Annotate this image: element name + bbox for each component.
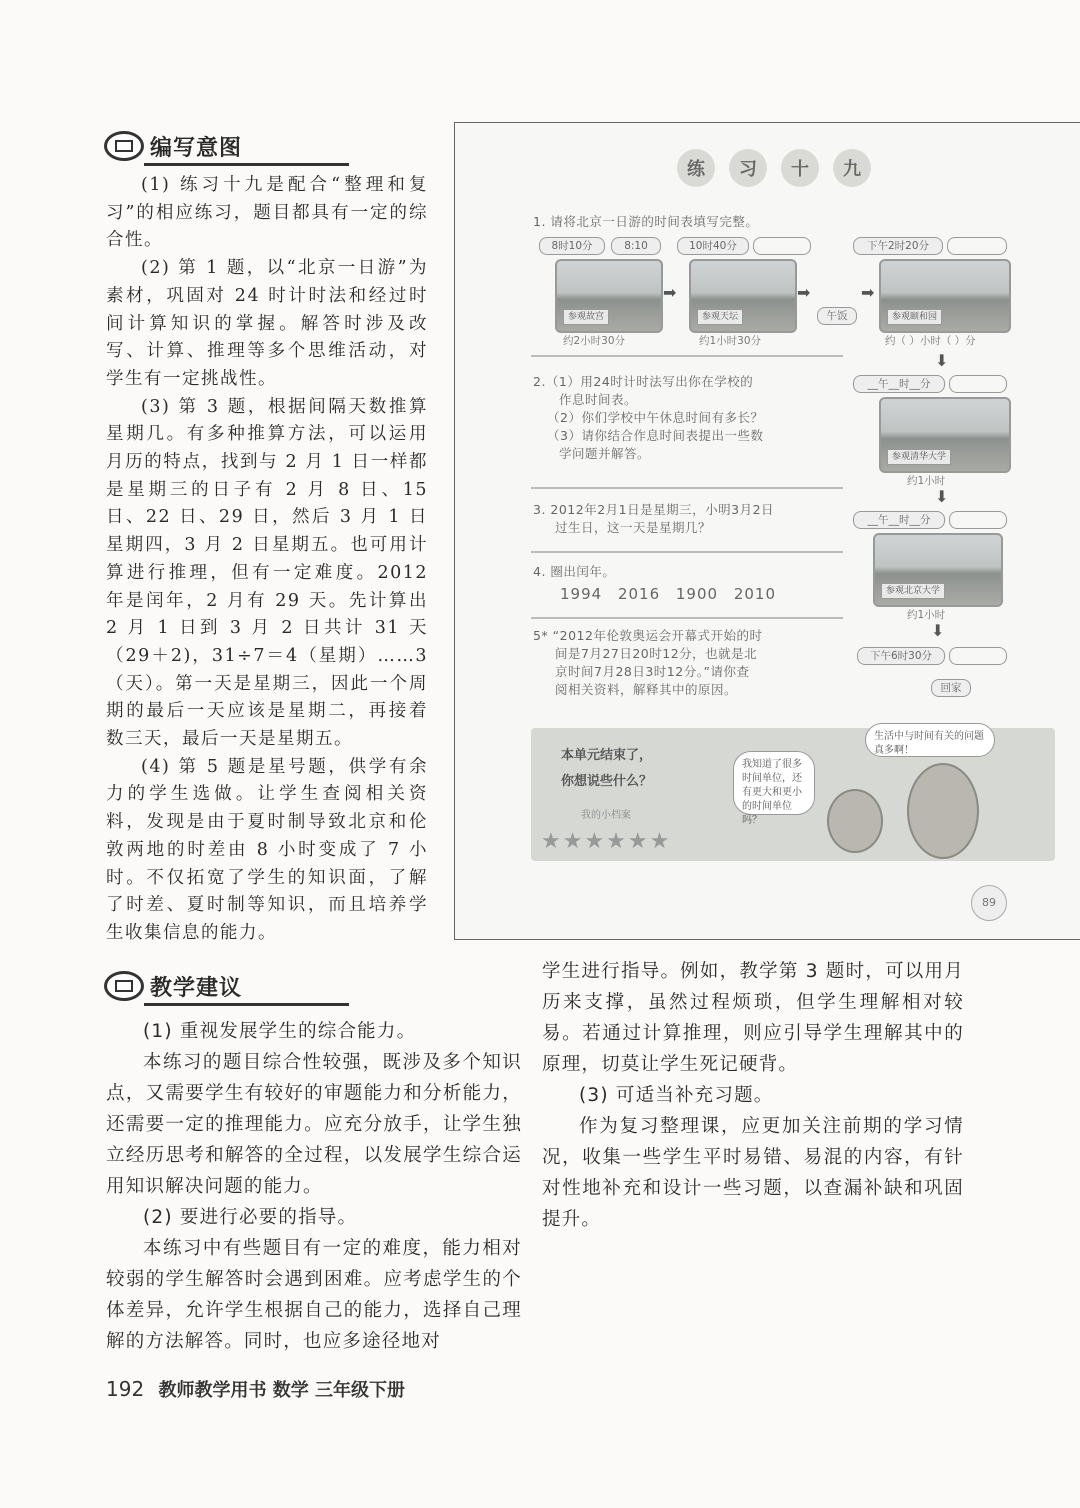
paragraph: (1) 练习十九是配合“整理和复习”的相应练习，题目都具有一定的综合性。 — [106, 175, 428, 251]
question-1: 1. 请将北京一日游的时间表填写完整。 — [533, 214, 759, 229]
duration-label: 约1小时30分 — [699, 335, 762, 347]
summary-text: 你想说些什么？ — [561, 774, 653, 789]
paragraph: (2) 要进行必要的指导。 — [143, 1207, 358, 1228]
duration-label: 约1小时 — [907, 609, 946, 621]
paragraph: (3) 可适当补充习题。 — [579, 1085, 774, 1106]
summary-label: 我的小档案 — [581, 810, 631, 821]
time-blank — [949, 647, 1007, 665]
duration-label: 约（ ）小时（ ）分 — [885, 335, 976, 347]
paragraph: 作为复习整理课，应更加关注前期的学习情况，收集一些学生平时易错、易混的内容，有针对性地补充和设计一些习题，以查漏补缺和巩固提升。 — [542, 1116, 964, 1230]
book-icon — [104, 131, 144, 161]
time-tag: 8时10分 — [539, 237, 605, 255]
time-tag: 下午6时30分 — [857, 647, 945, 665]
page-footer — [106, 1376, 405, 1402]
title-char: 十 — [781, 149, 819, 187]
time-tag: 8:10 — [611, 237, 661, 255]
separator — [531, 355, 843, 357]
title-char: 练 — [677, 149, 715, 187]
time-tag: __午__时__分 — [853, 511, 945, 529]
question-5: 5* “2012年伦敦奥运会开幕式开始的时 间是7月27日20时12分，也就是北 京时间7月28日3时12分。”请你查 阅相关资料，解释其中的原因。 — [533, 628, 763, 697]
teaching-advice-left — [106, 1016, 522, 1357]
title-char: 习 — [729, 149, 767, 187]
summary-text: 本单元结束了， — [561, 748, 653, 763]
arrow-right-icon: ➡ — [797, 283, 811, 302]
lunch-tag: 午饭 — [817, 307, 857, 325]
section-heading-teaching-advice — [104, 968, 242, 1004]
paragraph: 学生进行指导。例如，教学第 3 题时，可以用月历来支撑，虽然过程烦琐，但学生理解相对较易。若通过计算推理，则应引导学生理解其中的原理，切莫让学生死记硬背。 — [542, 961, 964, 1075]
arrow-down-icon: ⬇ — [935, 487, 949, 506]
book-title: 教师教学用书 数学 三年级下册 — [158, 1380, 406, 1401]
student-illustration — [827, 789, 883, 853]
paragraph: 本练习中有些题目有一定的难度，能力相对较弱的学生解答时会遇到困难。应考虑学生的个体差异，允许学生根据自己的能力，选择自己理解的方法解答。同时，也应多途径地对 — [106, 1238, 522, 1352]
time-tag: __午__时__分 — [853, 375, 945, 393]
question-3: 3. 2012年2月1日是星期三，小明3月2日 过生日，这一天是星期几？ — [533, 502, 775, 535]
duration-label: 约1小时 — [907, 475, 946, 487]
arrow-down-icon: ⬇ — [935, 351, 949, 370]
paragraph: (1) 重视发展学生的综合能力。 — [143, 1021, 417, 1042]
time-blank — [949, 511, 1007, 529]
student-illustration — [907, 763, 979, 859]
paragraph: (4) 第 5 题是星号题，供学有余力的学生选做。让学生查阅相关资料，发现是由于夏时制导致北京和伦敦两地的时差由 8 小时变成了 7 小时。不仅拓宽了学生的知识面，了解了时差、夏时制等知识，而且培养学生收集信息的能力。 — [106, 756, 428, 943]
summer-palace-photo: 参观颐和园 — [879, 259, 1011, 333]
page-number: 192 — [106, 1377, 145, 1401]
time-tag: 10时40分 — [677, 237, 749, 255]
tsinghua-photo: 参观清华大学 — [879, 397, 1011, 473]
separator — [531, 551, 843, 553]
question-2: 2.（1）用24时计时法写出你在学校的 作息时间表。 （2）你们学校中午休息时间有多长？ （3）请你结合作息时间表提出一些数 学问题并解答。 — [533, 374, 764, 461]
time-blank — [947, 237, 1007, 255]
arrow-right-icon: ➡ — [663, 283, 677, 302]
textbook-page-number: 89 — [971, 885, 1007, 921]
exercise-title — [677, 149, 871, 187]
heading-underline — [144, 1003, 349, 1006]
temple-of-heaven-photo: 参观天坛 — [689, 259, 797, 333]
section-title: 编写意图 — [150, 135, 243, 161]
paragraph: (3) 第 3 题，根据间隔天数推算星期几。有多种推算方法，可以运用月历的特点，找到与 2 月 1 日一样都是星期三的日子有 2 月 8 日、15 日、22 日、29 日，然后 3 月 1 日星期四，3 月 2 日星期五。也可用计算进行推理，但有一定难度。2012 年是闰年，2 月有 29 天。先计算出 2 月 1 日到 3 月 2 日共计 31 天（29＋2)，31÷7＝4（星期）……3（天）。第一天是星期三，因此一个周期的最后一天应该是星期二，再接着数三天，最后一天是星期五。 — [106, 396, 428, 750]
separator — [531, 617, 843, 619]
speech-bubble: 生活中与时间有关的问题真多啊！ — [865, 723, 995, 757]
time-tag: 下午2时20分 — [853, 237, 943, 255]
arrow-right-icon: ➡ — [861, 283, 875, 302]
question-4: 4. 圈出闰年。 — [533, 564, 616, 579]
speech-bubble: 我知道了很多时间单位，还有更大和更小的时间单位吗？ — [733, 751, 815, 815]
arrow-down-icon: ⬇ — [931, 621, 945, 640]
teaching-advice-right — [542, 956, 964, 1235]
writing-intent-text — [106, 172, 428, 948]
section-heading-writing-intent — [104, 128, 242, 164]
home-tag: 回家 — [931, 679, 971, 697]
years-list: 1994 2016 1900 2010 — [560, 585, 776, 603]
duration-label: 约2小时30分 — [563, 335, 626, 347]
heading-underline — [144, 163, 349, 166]
section-title: 教学建议 — [150, 975, 243, 1001]
paragraph: 本练习的题目综合性较强，既涉及多个知识点，又需要学生有较好的审题能力和分析能力，还需要一定的推理能力。应充分放手，让学生独立经历思考和解答的全过程，以发展学生综合运用知识解决问题的能力。 — [106, 1052, 522, 1197]
forbidden-city-photo: 参观故宫 — [555, 259, 663, 333]
time-blank — [753, 237, 811, 255]
lesson-icon — [104, 971, 144, 1001]
rating-stars: ★★★★★★ — [541, 829, 672, 854]
title-char: 九 — [833, 149, 871, 187]
time-blank — [949, 375, 1007, 393]
paragraph: (2) 第 1 题，以“北京一日游”为素材，巩固对 24 时计时法和经过时间计算知识的掌握。解答时涉及改写、计算、推理等多个思维活动，对学生有一定挑战性。 — [106, 258, 428, 389]
separator — [531, 487, 843, 489]
textbook-page-image — [454, 122, 1080, 940]
peking-university-photo: 参观北京大学 — [873, 533, 1003, 607]
